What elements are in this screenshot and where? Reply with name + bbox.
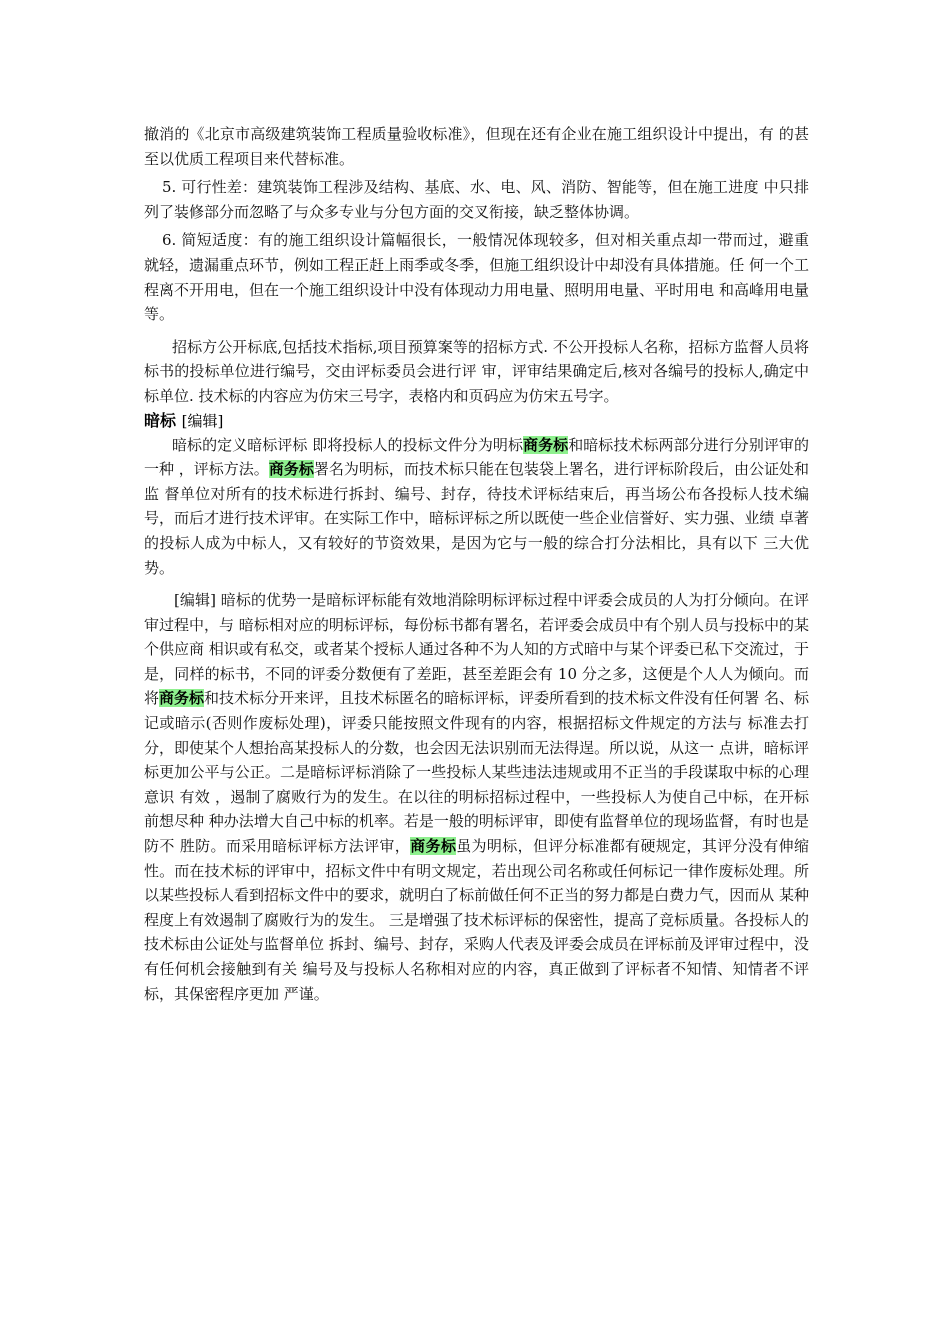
paragraph-advantages <box>144 588 809 1006</box>
paragraph-open-tender: 招标方公开标底,包括技术指标,项目预算案等的招标方式. 不公开投标人名称，招标方监督人员将标书的投标单位进行编号，交由评标委员会进行评 审，评审结果确定后,核对各编号的投标人,确定中标单位. 技术标的内容应为仿宋三号字，表格内和页码应为仿宋五号字。 <box>144 337 809 405</box>
paragraph-item-5: 5. 可行性差：建筑装饰工程涉及结构、基底、水、电、风、消防、智能等，但在施工进度 中只排列了装修部分而忽略了与众多专业与分包方面的交叉衔接，缺乏整体协调。 <box>144 178 809 221</box>
text-run: 署名为明标，而技术标只能在包装袋上署名，进行评标阶段后，由公证处和监 督单位对所有的技术标进行拆封、编号、封存，待技术评标结束后，再当场公布各投标人技术编 号，而后才进行技术评审。在实际工作中，暗标评标之所以既使一些企业信誉好、实力强、业绩 卓著的投标人成为中标人，又有较好的节资效果，是因为它与一般的综合打分法相比，具有以下 三大优势。 <box>144 460 809 577</box>
text-run: 和技术标分开来评，且技术标匿名的暗标评标，评委所看到的技术标文件没有任何署 名、标记或暗示(否则作废标处理)，评委只能按照文件现有的内容，根据招标文件规定的方法与 标准去打分，即使某个人想抬高某投标人的分数，也会因无法识别而无法得逞。所以说，从这一 点讲，暗标评标更加公平与公正。二是暗标评标消除了一些投标人某些违法违规或用不正当的手段谋取中标的心理意识 有效 ，遏制了腐败行为的发生。在以往的明标招标过程中，一些投标人为使自己中标，在开标前想尽种 种办法增大自己中标的机率。若是一般的明标评审，即使有监督单位的现场监督，有时也是防不 胜防。而采用暗标评标方法评审， <box>144 689 809 856</box>
highlighted-term: 商务标 <box>268 460 314 479</box>
text-run: 虽为明标，但评分标准都有硬规定，其评分没有伸缩性。而在技术标的评审中，招标文件中有明文规定，若出现公司名称或任何标记一律作废标处理。所 以某些投标人看到招标文件中的要求，就明白了标前做任何不正当的努力都是白费力气，因而从 某种程度上有效遏制了腐败行为的发生。 三是增强了技术标评标的保密性，提高了竞标质量。各投标人的技术标由公证处与监督单位 拆封、编号、封存，采购人代表及评委会成员在评标前及评审过程中，没有任何机会接触到有关 编号及与投标人名称相对应的内容，真正做到了评标者不知情、知情者不评标，其保密程序更加 严谨。 <box>144 837 809 1003</box>
text-run: 暗标的定义暗标评标 即将投标人的投标文件分为明标 <box>172 435 524 454</box>
section-heading-anbiao <box>144 409 809 433</box>
text-run: 和暗标技术标两部分进行分别评审的一种 ，评标方法。 <box>144 435 809 479</box>
paragraph-item-6: 6. 简短适度：有的施工组织设计篇幅很长，一般情况体现较多，但对相关重点却一带而过，避重就轻，遗漏重点环节，例如工程正赶上雨季或冬季，但施工组织设计中却没有具体措施。任 何一个工程离不开用电，但在一个施工组织设计中没有体现动力用电量、照明用电量、平时用电 和高峰用电量等。 <box>144 231 809 324</box>
paragraph-definition <box>144 433 809 581</box>
highlighted-term: 商务标 <box>523 435 569 454</box>
highlighted-term: 商务标 <box>410 837 457 856</box>
section-title: 暗标 <box>144 410 177 430</box>
highlighted-term: 商务标 <box>159 689 205 708</box>
edit-link[interactable]: [编辑] <box>181 411 224 430</box>
text-run: [编辑] 暗标的优势一是暗标评标能有效地消除明标评标过程中评委会成员的人为打分倾向。在评审过程中，与 暗标相对应的明标评标，每份标书都有署名，若评委会成员中有个别人员与投标中的某个供应商 相识或有私交，或者某个授标人通过各种不为人知的方式暗中与某个评委已私下交流过，于是，同样的标书，不同的评委分数便有了差距，甚至差距会有 10 分之多，这便是个人人为倾向。而 将 <box>144 591 809 708</box>
document-body <box>144 122 809 1006</box>
paragraph-continued: 撤消的《北京市高级建筑装饰工程质量验收标准》，但现在还有企业在施工组织设计中提出，有 的甚至以优质工程项目来代替标准。 <box>144 125 809 168</box>
